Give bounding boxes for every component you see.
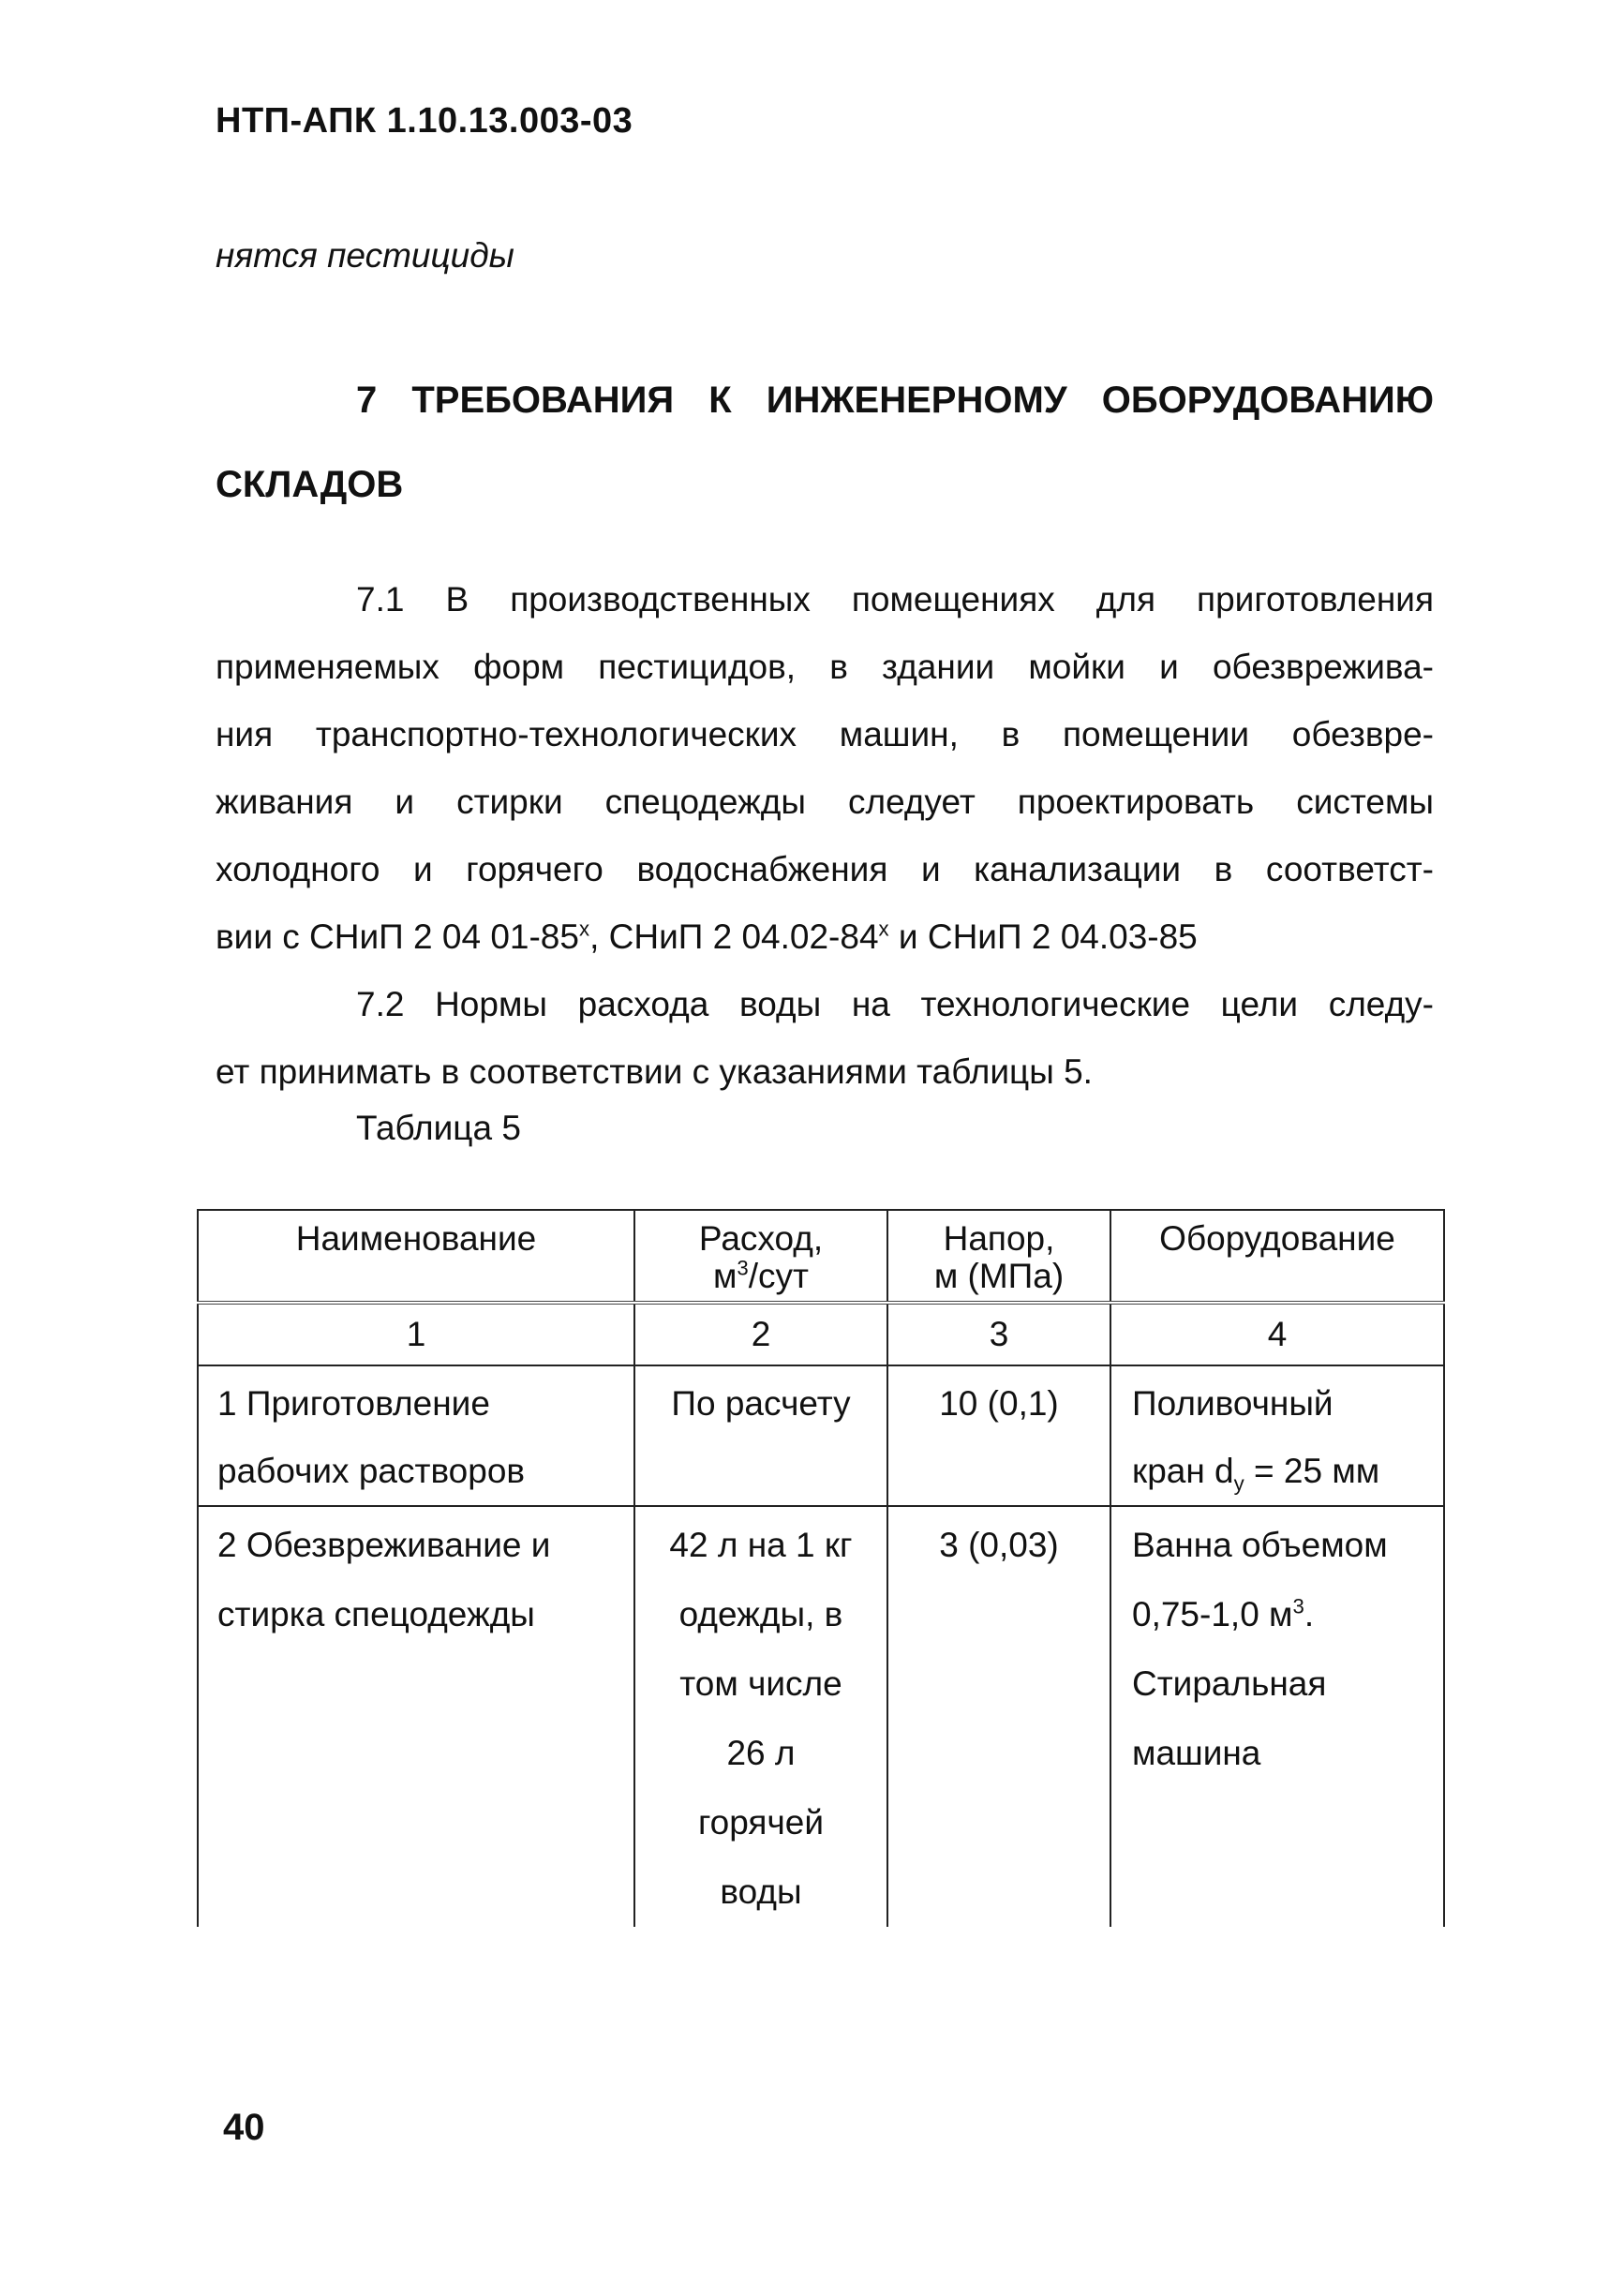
paragraph-line: 7.2 Нормы расхода воды на технологические цели следу- — [356, 985, 1434, 1023]
superscript-x: х — [878, 917, 889, 941]
table-column-numbers-row — [198, 1303, 1444, 1365]
cell-line: машина — [1132, 1734, 1261, 1772]
table-row — [198, 1365, 1444, 1506]
cell-text: . — [1304, 1595, 1315, 1633]
header-equipment: Оборудование — [1110, 1210, 1444, 1303]
paragraph-line: ет принимать в соответствии с указаниями таблицы 5. — [216, 1052, 1093, 1091]
cell-equipment — [1110, 1365, 1444, 1506]
cell-flow: По расчету — [634, 1365, 887, 1506]
cell-line: Ванна объемом — [1132, 1526, 1388, 1564]
cell-line: 2 Обезвреживание и — [217, 1526, 551, 1564]
cell-head: 3 (0,03) — [887, 1506, 1110, 1927]
cell-head: 10 (0,1) — [887, 1365, 1110, 1506]
header-head-line-1: Напор, — [943, 1219, 1055, 1258]
header-flow-unit-rest: /сут — [748, 1257, 809, 1295]
cell-text: 0,75-1,0 м — [1132, 1595, 1293, 1633]
cell-line — [1132, 1438, 1443, 1505]
cell-line: том числе — [679, 1664, 842, 1703]
snip-ref-2: , СНиП 2 04.02-84 — [589, 917, 879, 956]
cell-line: горячей — [698, 1803, 824, 1842]
subscript-y: y — [1233, 1471, 1244, 1496]
snip-ref-1: вии с СНиП 2 04 01-85 — [216, 917, 579, 956]
superscript-3: 3 — [737, 1256, 749, 1280]
header-flow — [634, 1210, 887, 1303]
cell-line: 26 л — [726, 1734, 796, 1772]
paragraph-line: ния транспортно-технологических машин, в помещении обезвре- — [216, 715, 1434, 753]
cell-name — [198, 1506, 634, 1927]
continued-text: нятся пестициды — [216, 236, 514, 275]
table-row — [198, 1506, 1444, 1927]
snip-ref-3: и СНиП 2 04.03-85 — [888, 917, 1198, 956]
header-flow-unit: м — [712, 1257, 738, 1295]
paragraph-line: 7.1 В производственных помещениях для приготовления — [356, 580, 1434, 619]
cell-line: 42 л на 1 кг — [669, 1526, 853, 1564]
section-title-line-2: СКЛАДОВ — [216, 464, 404, 505]
paragraph-line: живания и стирки спецодежды следует проектировать системы — [216, 783, 1434, 821]
water-consumption-table — [197, 1209, 1445, 1927]
cell-line: 1 Приготовление — [217, 1384, 490, 1423]
cell-text: кран d — [1132, 1452, 1234, 1490]
superscript-x: х — [578, 917, 590, 941]
cell-name — [198, 1365, 634, 1506]
column-number: 3 — [887, 1303, 1110, 1365]
cell-text: = 25 мм — [1244, 1452, 1380, 1490]
table-header-row — [198, 1210, 1444, 1303]
superscript-3: 3 — [1292, 1594, 1304, 1618]
section-title-line-1: 7 ТРЕБОВАНИЯ К ИНЖЕНЕРНОМУ ОБОРУДОВАНИЮ — [356, 380, 1434, 421]
paragraph-line: применяемых форм пестицидов, в здании мойки и обезврежива- — [216, 648, 1434, 686]
cell-equipment — [1110, 1506, 1444, 1927]
cell-line: стирка спецодежды — [217, 1595, 535, 1633]
column-number: 1 — [198, 1303, 634, 1365]
cell-line: воды — [720, 1872, 802, 1911]
table-caption: Таблица 5 — [356, 1109, 521, 1147]
cell-flow — [634, 1506, 887, 1927]
cell-line: рабочих растворов — [217, 1452, 526, 1490]
paragraph-line-references — [216, 903, 1434, 971]
header-head — [887, 1210, 1110, 1303]
paragraph-line: холодного и горячего водоснабжения и канализации в соответст- — [216, 850, 1434, 888]
paragraph-7-2 — [216, 971, 1434, 1106]
cell-line: одежды, в — [678, 1595, 843, 1633]
header-flow-line-1: Расход, — [698, 1219, 824, 1258]
section-title — [216, 358, 1434, 527]
column-number: 4 — [1110, 1303, 1444, 1365]
cell-line: Стиральная — [1132, 1664, 1327, 1703]
page-number: 40 — [223, 2107, 265, 2148]
cell-line — [1132, 1580, 1443, 1649]
document-code-header: НТП-АПК 1.10.13.003-03 — [216, 101, 633, 141]
header-head-line-2: м (МПа) — [933, 1257, 1065, 1295]
column-number: 2 — [634, 1303, 887, 1365]
header-flow-line-2 — [635, 1258, 886, 1295]
paragraph-7-1 — [216, 566, 1434, 971]
header-name: Наименование — [198, 1210, 634, 1303]
cell-line: Поливочный — [1132, 1384, 1333, 1423]
